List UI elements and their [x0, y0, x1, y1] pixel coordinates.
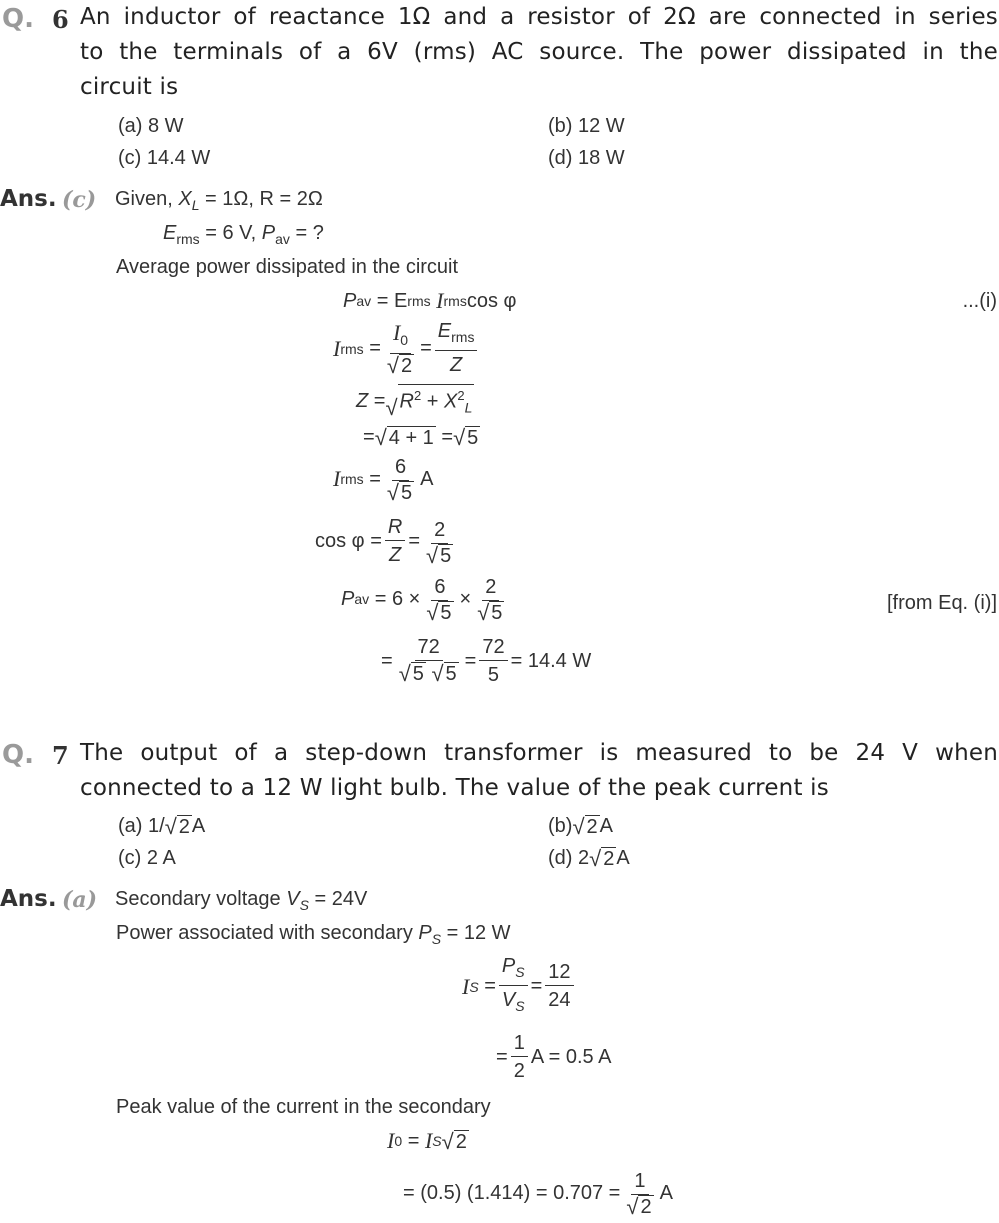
given-line-2 — [116, 922, 511, 947]
math-token: 5 — [491, 602, 503, 624]
equation-irms — [333, 318, 480, 379]
math-token: 5 — [412, 663, 424, 685]
equation-irms-value — [333, 454, 433, 504]
math-token: 5 — [487, 664, 500, 686]
math-token: cos φ = — [315, 530, 382, 552]
answer-choice: (c) — [62, 187, 97, 213]
square-root — [442, 1130, 469, 1153]
math-token: 2 — [482, 574, 499, 601]
math-token: Power associated with secondary — [116, 922, 419, 944]
fraction — [623, 1168, 656, 1218]
math-token: av — [354, 591, 370, 607]
math-token: A — [659, 1181, 673, 1204]
option-b: (b) 12 W — [548, 115, 625, 137]
explanation-text: Average power dissipated in the circuit — [116, 256, 459, 278]
math-token: rms — [176, 231, 200, 247]
math-token: 5 — [440, 602, 452, 624]
math-token: A — [599, 815, 613, 837]
math-token: L — [191, 197, 200, 213]
math-token: = — [464, 650, 477, 672]
square-root — [589, 847, 616, 870]
fraction — [396, 634, 462, 689]
square-root — [384, 481, 417, 504]
math-token: rms — [340, 340, 364, 357]
math-token: rms — [340, 471, 364, 487]
math-token: 2 — [414, 388, 422, 403]
math-token: 6 — [431, 574, 448, 601]
question-text-line: to the terminals of a 6V (rms) AC source. The power dissipated in the — [80, 39, 998, 65]
math-token: = — [369, 467, 381, 490]
math-token: P — [261, 222, 276, 244]
math-token: = — [484, 975, 496, 997]
math-token — [390, 320, 411, 354]
square-root — [385, 384, 474, 419]
square-root — [399, 662, 426, 685]
question-text-line: An inductor of reactance 1Ω and a resistor of 2Ω are connected in series — [80, 4, 998, 30]
math-token: = — [408, 530, 421, 552]
math-token: rms — [451, 329, 475, 345]
math-token: = — [369, 337, 381, 359]
question-text-line: The output of a step-down transformer is measured to be 24 V when — [80, 740, 998, 766]
equation-secondary-current — [462, 953, 577, 1020]
question-icon: Q. — [2, 4, 34, 34]
math-token: E — [437, 320, 452, 342]
math-token: I — [333, 335, 341, 361]
math-token: (b) — [548, 815, 573, 837]
math-token: 2 — [603, 848, 615, 870]
given-line-2 — [163, 222, 324, 247]
answer-label: Ans. — [0, 186, 57, 212]
fraction — [474, 574, 507, 624]
square-root — [572, 815, 599, 838]
math-token: A — [616, 847, 630, 869]
fraction — [423, 574, 456, 624]
math-token: (a) 1/ — [118, 815, 165, 837]
math-token: 24 — [548, 989, 571, 1011]
math-token: 72 — [415, 634, 443, 661]
radical-sign: √ — [386, 480, 399, 505]
math-token: = 6 × — [374, 587, 421, 610]
math-token: + — [421, 390, 445, 413]
answer-choice: (a) — [62, 887, 98, 913]
math-token: 2 — [178, 816, 190, 838]
fraction — [545, 959, 573, 1014]
fraction — [384, 320, 417, 377]
math-token — [435, 318, 478, 351]
math-token: Z — [389, 544, 402, 566]
math-token: 0 — [394, 1133, 403, 1149]
fraction — [385, 514, 405, 569]
radical-sign: √ — [441, 1128, 454, 1154]
math-token: A = 0.5 A — [530, 1046, 612, 1068]
equation-power-factor — [315, 514, 459, 569]
fraction — [511, 1030, 528, 1085]
radical-sign: √ — [398, 661, 411, 686]
math-token: 2 — [513, 1060, 525, 1082]
math-token: = — [381, 650, 393, 672]
math-token: × — [459, 587, 472, 610]
given-line — [115, 188, 323, 213]
radical-sign: √ — [386, 353, 399, 378]
square-root — [375, 426, 436, 449]
math-token: 5 — [400, 482, 413, 504]
math-token: A — [191, 815, 206, 837]
math-token: av — [356, 293, 372, 309]
math-token: 2 — [457, 388, 465, 403]
math-token: 1 — [511, 1030, 528, 1057]
square-root — [453, 426, 480, 449]
option-d — [548, 847, 630, 870]
math-token: (d) 2 — [548, 847, 590, 869]
equation-power-result — [381, 634, 591, 689]
math-token: 2 — [640, 1196, 652, 1218]
math-token: I — [462, 973, 470, 999]
math-token: 2 — [586, 816, 598, 838]
math-token: = 14.4 W — [510, 650, 592, 672]
square-root — [431, 662, 458, 685]
math-token: L — [464, 399, 473, 416]
math-token: I — [392, 320, 401, 345]
radical-sign: √ — [426, 542, 439, 568]
question-number: 7 — [52, 741, 69, 770]
answer-label: Ans. — [0, 886, 57, 912]
math-token: E — [163, 222, 177, 244]
math-token — [499, 986, 528, 1020]
math-token: 72 — [479, 634, 507, 661]
math-token: 2 — [455, 1130, 467, 1153]
radical-sign: √ — [164, 814, 177, 839]
radical-sign: √ — [426, 600, 439, 625]
square-root — [623, 1195, 656, 1218]
math-token: S — [431, 931, 442, 947]
math-token: 2 — [400, 355, 413, 377]
fraction — [499, 953, 528, 1020]
math-token: X — [178, 188, 192, 210]
math-token: I — [333, 466, 341, 491]
math-token: = — [496, 1046, 508, 1068]
math-token: I — [436, 288, 444, 313]
math-token: P — [341, 587, 355, 610]
given-line — [115, 888, 367, 913]
math-token: S — [515, 964, 525, 980]
radical-sign: √ — [589, 846, 602, 871]
explanation-text: Peak value of the current in the secondary — [116, 1096, 491, 1118]
math-token: S — [432, 1133, 442, 1149]
math-token: = — [407, 1129, 420, 1152]
math-token: I — [424, 1128, 433, 1153]
math-token: = 1Ω, R = 2Ω — [199, 188, 323, 210]
math-token: P — [501, 955, 516, 977]
math-token: 6 — [392, 454, 409, 481]
option-b — [548, 815, 613, 838]
fraction — [384, 454, 417, 504]
math-token: R — [399, 390, 414, 413]
question-text-line: connected to a 12 W light bulb. The value of the peak current is — [80, 775, 829, 801]
math-token: I — [387, 1128, 395, 1153]
math-token: X — [444, 390, 458, 413]
option-a: (a) 8 W — [118, 115, 184, 137]
math-token: av — [275, 231, 290, 247]
math-token: V — [286, 888, 300, 910]
math-token: = — [373, 389, 386, 412]
math-token: = (0.5) (1.414) = 0.707 = — [403, 1181, 621, 1204]
equation-power — [343, 288, 516, 314]
math-token: = E — [376, 289, 408, 312]
math-token: S — [515, 998, 525, 1014]
math-token: = 6 V, — [199, 222, 262, 244]
math-token: = — [363, 426, 375, 448]
math-token: = ? — [289, 222, 324, 244]
math-token: rms — [407, 293, 431, 309]
math-token: 4 + 1 — [388, 427, 434, 449]
radical-sign: √ — [374, 425, 387, 450]
square-root — [474, 601, 507, 624]
question-number: 6 — [52, 5, 69, 34]
square-root — [384, 354, 417, 377]
math-token: 5 — [445, 663, 457, 685]
math-token: 0 — [400, 332, 409, 348]
math-token: 2 — [431, 517, 448, 544]
option-c: (c) 2 A — [118, 847, 176, 869]
math-token: V — [501, 989, 516, 1011]
square-root — [165, 815, 192, 838]
math-token: Given, — [115, 188, 179, 210]
math-token: 1 — [631, 1168, 648, 1195]
math-token: = — [530, 975, 543, 997]
radical-sign: √ — [477, 600, 490, 625]
math-token: A — [420, 467, 434, 490]
math-token: S — [299, 897, 309, 913]
equation-peak-current-value — [403, 1168, 673, 1218]
math-token: P — [418, 922, 432, 944]
question-text-line: circuit is — [80, 74, 179, 100]
question-icon: Q. — [2, 740, 34, 770]
math-token: R — [385, 514, 405, 541]
math-token: = 24V — [308, 888, 368, 910]
math-token: = — [420, 337, 432, 359]
option-c: (c) 14.4 W — [118, 147, 211, 169]
equation-reference: [from Eq. (i)] — [886, 592, 997, 614]
radical-sign: √ — [385, 394, 398, 420]
math-token — [398, 384, 475, 419]
math-token: 5 — [440, 544, 452, 567]
math-token: 5 — [467, 427, 479, 449]
math-token: rms — [443, 293, 467, 309]
fraction — [479, 634, 507, 689]
math-token: 12 — [545, 959, 573, 986]
equation-impedance — [356, 384, 474, 419]
math-token: S — [469, 978, 479, 995]
equation-power-substituted — [341, 574, 510, 624]
fraction — [435, 318, 478, 379]
fraction — [423, 517, 456, 567]
math-token: P — [343, 289, 357, 312]
radical-sign: √ — [431, 661, 444, 686]
square-root — [423, 544, 456, 567]
math-token: = 12 W — [441, 922, 511, 944]
option-a — [118, 815, 205, 838]
radical-sign: √ — [453, 425, 466, 450]
math-token — [499, 953, 528, 986]
equation-secondary-current-value — [496, 1030, 611, 1085]
equation-reference: ...(i) — [962, 290, 997, 312]
radical-sign: √ — [572, 814, 585, 839]
equation-peak-current — [387, 1128, 469, 1154]
math-token — [396, 661, 462, 689]
equation-impedance-value — [363, 426, 480, 449]
math-token: Secondary voltage — [115, 888, 287, 910]
option-d: (d) 18 W — [548, 147, 625, 169]
math-token: Z — [356, 389, 369, 412]
radical-sign: √ — [626, 1194, 639, 1219]
math-token: Z — [450, 354, 463, 376]
math-token: cos φ — [466, 289, 517, 312]
math-token: = — [441, 426, 454, 448]
square-root — [423, 601, 456, 624]
